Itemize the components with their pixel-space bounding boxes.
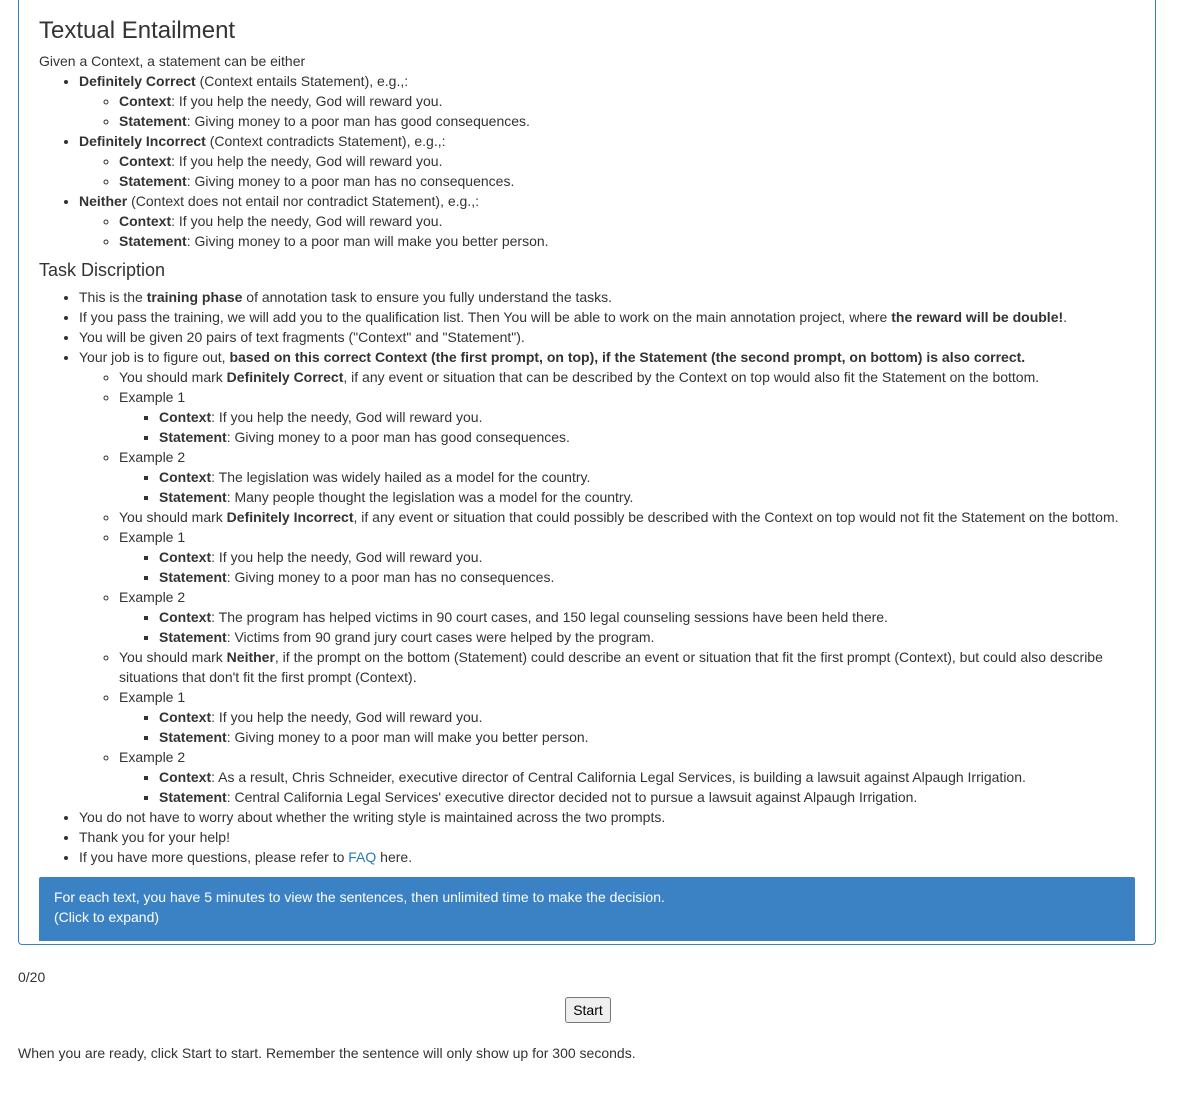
example-statement: ▪ Statement: Giving money to a poor man will make you better person.: [159, 727, 1135, 747]
example-block: ◦ Example 1 ▪ Context: If you help the needy, God will reward you. ▪ Statement: Giving money to a poor man will make you better person.: [119, 687, 1135, 747]
category-item-incorrect: [79, 131, 1135, 191]
example-statement: ▪ Statement: Giving money to a poor man has good consequences.: [159, 427, 1135, 447]
category-desc: (Context does not entail nor contradict Statement), e.g.,:: [127, 193, 479, 209]
example-context: ▪ Context: The program has helped victims in 90 court cases, and 150 legal counseling sessions have been held there.: [159, 607, 1135, 627]
category-item-correct: [79, 71, 1135, 131]
example-list: [79, 211, 1135, 251]
guideline-list: [79, 367, 1135, 807]
page-title: Textual Entailment: [39, 17, 236, 44]
example-statement: ◦ Statement: Giving money to a poor man has no consequences.: [119, 171, 1135, 191]
example-block: ◦ Example 2 ▪ Context: As a result, Chris Schneider, executive director of Central California Legal Services, is building a lawsuit against Alpaugh Irrigation. ▪ Statement: Central California Legal Services' executive director decided not to pursue a lawsuit against Alpaugh Irrigation.: [119, 747, 1135, 807]
guideline-correct: ◦ You should mark Definitely Correct, if any event or situation that can be described by the Context on top would also fit the Statement on the bottom.: [119, 367, 1135, 387]
category-desc: (Context contradicts Statement), e.g.,:: [205, 133, 446, 149]
task-item-faq: • If you have more questions, please refer to FAQ here.: [79, 847, 1135, 867]
task-item-job: • Your job is to figure out, based on this correct Context (the first prompt, on top), if the Statement (the second prompt, on bottom) is also correct. ◦ You should mark Definitely Correct, if any event or situation that can be described by the Context on top would also fit the Statement on the bottom. ◦ Example 1 ▪ Context: If you help the needy, God will reward you. ▪ Statement: Giving money to a poor man has good consequences. ◦ Example 2 ▪ Context: The legislation was widely hailed as a model for the country. ▪ Statement: Many people thought the legislation was a model for the country. ◦ You should mark Definitely Incorrect, if any event or situation that could possibly be described with the Context on top would not fit the Statement on the bottom. ◦ Example 1 ▪ Context: If you help the needy, God will reward you. ▪ Statement: Giving money to a poor man has no consequences. ◦ Example 2 ▪ Context: The program has helped victims in 90 court cases, and 150 legal counseling sessions have been held there. ▪ Statement: Victims from 90 grand jury court cases were helped by the program. ◦ You should mark Neither, if the prompt on the bottom (Statement) could describe an event or situation that fit the first prompt (Context), but could also describe situations that don't fit the first prompt (Context). ◦ Example 1 ▪ Context: If you help the needy, God will reward you. ▪ Statement: Giving money to a poor man will make you better person. ◦ Example 2 ▪ Context: As a result, Chris Schneider, executive director of Central California Legal Services, is building a lawsuit against Alpaugh Irrigation. ▪ Statement: Central California Legal Services' executive director decided not to pursue a lawsuit against Alpaugh Irrigation.: [79, 347, 1135, 807]
example-block: ◦ Example 2 ▪ Context: The program has helped victims in 90 court cases, and 150 legal counseling sessions have been held there. ▪ Statement: Victims from 90 grand jury court cases were helped by the program.: [119, 587, 1135, 647]
expand-timing-bar[interactable]: [39, 877, 1135, 941]
example-context: ▪ Context: If you help the needy, God will reward you.: [159, 407, 1135, 427]
category-name: Definitely Incorrect: [79, 133, 206, 149]
task-heading: Task Discription: [39, 260, 166, 280]
example-block: ◦ Example 2 ▪ Context: The legislation was widely hailed as a model for the country. ▪ Statement: Many people thought the legislation was a model for the country.: [119, 447, 1135, 507]
example-context: ◦ Context: If you help the needy, God will reward you.: [119, 151, 1135, 171]
task-item-thanks: • Thank you for your help!: [79, 827, 1135, 847]
example-list: [79, 151, 1135, 191]
task-list: [39, 287, 1135, 867]
example-context: ▪ Context: If you help the needy, God will reward you.: [159, 547, 1135, 567]
task-item-qualification: • If you pass the training, we will add you to the qualification list. Then You will be able to work on the main annotation project, where the reward will be double!.: [79, 307, 1135, 327]
category-item-neither: [79, 191, 1135, 251]
category-name: Neither: [79, 193, 128, 209]
example-statement: ▪ Statement: Many people thought the legislation was a model for the country.: [159, 487, 1135, 507]
example-statement: ▪ Statement: Central California Legal Services' executive director decided not to pursue a lawsuit against Alpaugh Irrigation.: [159, 787, 1135, 807]
category-name: Definitely Correct: [79, 73, 196, 89]
example-statement: ◦ Statement: Giving money to a poor man has good consequences.: [119, 111, 1135, 131]
category-list: [39, 71, 1135, 251]
example-context: ◦ Context: If you help the needy, God will reward you.: [119, 91, 1135, 111]
start-button[interactable]: Start: [565, 997, 611, 1023]
expand-hint: (Click to expand): [54, 909, 160, 925]
example-context: ▪ Context: If you help the needy, God will reward you.: [159, 707, 1135, 727]
example-context: ▪ Context: The legislation was widely hailed as a model for the country.: [159, 467, 1135, 487]
progress-counter: 0/20: [18, 969, 46, 985]
task-item-pairs: • You will be given 20 pairs of text fragments ("Context" and "Statement").: [79, 327, 1135, 347]
example-statement: ▪ Statement: Giving money to a poor man has no consequences.: [159, 567, 1135, 587]
example-list: [79, 91, 1135, 131]
example-block: ◦ Example 1 ▪ Context: If you help the needy, God will reward you. ▪ Statement: Giving money to a poor man has no consequences.: [119, 527, 1135, 587]
expand-timing-text: For each text, you have 5 minutes to view the sentences, then unlimited time to make the decision.: [54, 889, 665, 905]
guideline-incorrect: ◦ You should mark Definitely Incorrect, if any event or situation that could possibly be described with the Context on top would not fit the Statement on the bottom.: [119, 507, 1135, 527]
example-context: ◦ Context: If you help the needy, God will reward you.: [119, 211, 1135, 231]
example-block: ◦ Example 1 ▪ Context: If you help the needy, God will reward you. ▪ Statement: Giving money to a poor man has good consequences.: [119, 387, 1135, 447]
instructions-panel: [18, 0, 1156, 945]
faq-link[interactable]: FAQ: [348, 849, 377, 865]
category-desc: (Context entails Statement), e.g.,:: [195, 73, 409, 89]
task-item-training: • This is the training phase of annotation task to ensure you fully understand the tasks.: [79, 287, 1135, 307]
example-context: ▪ Context: As a result, Chris Schneider, executive director of Central California Legal Services, is building a lawsuit against Alpaugh Irrigation.: [159, 767, 1135, 787]
example-statement: ▪ Statement: Victims from 90 grand jury court cases were helped by the program.: [159, 627, 1135, 647]
task-item-style: • You do not have to worry about whether the writing style is maintained across the two prompts.: [79, 807, 1135, 827]
guideline-neither: ◦ You should mark Neither, if the prompt on the bottom (Statement) could describe an event or situation that fit the first prompt (Context), but could also describe situations that don't fit the first prompt (Context).: [119, 647, 1135, 687]
example-statement: ◦ Statement: Giving money to a poor man will make you better person.: [119, 231, 1135, 251]
start-instruction: When you are ready, click Start to start. Remember the sentence will only show up for 300 seconds.: [18, 1045, 636, 1061]
intro-text: Given a Context, a statement can be either: [39, 53, 306, 69]
